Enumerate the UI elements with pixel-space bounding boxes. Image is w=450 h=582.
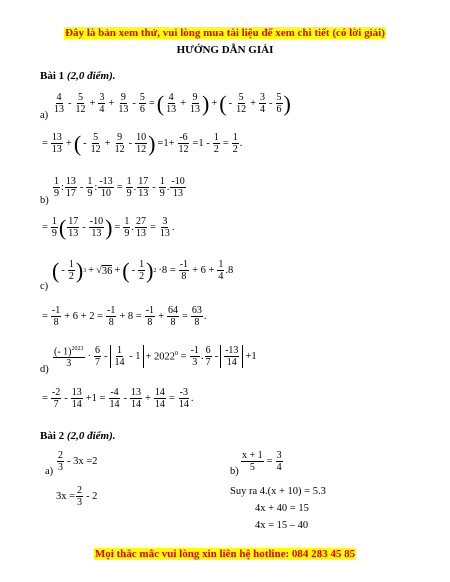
preview-banner <box>0 27 450 39</box>
eq-b-2: = $\frac{1}{9}$ ( $\frac{17}{13}$ - $\frac{-10}{13}$ ) = $\frac{1}{9}$ . $\frac{27}{13}$ = $\frac{3}{13}$ . <box>42 214 175 240</box>
eq-2b-1: $\frac{x + 1}{5}$ = $\frac{3}{4}$ <box>242 450 282 473</box>
label-b: b) <box>40 195 49 206</box>
eq-2b-step3: 4x = 15 – 40 <box>255 520 309 531</box>
eq-b-1: $\frac{1}{9}$ : $\frac{13}{17}$ - $\frac{1}{9}$ : $\frac{-13}{10}$ = $\frac{1}{9}$ . $\frac{17}{13}$ - $\frac{1}{9}$ . $\frac{-10}{13}$ <box>54 176 185 199</box>
bai2-heading: Bài 2 (2,0 điểm). <box>40 430 116 442</box>
hotline-banner <box>0 548 450 560</box>
label-2b: b) <box>230 466 239 477</box>
eq-c-1: ( - $\frac{1}{2}$ ) 3 + √ 36 + ( - $\frac{1}{2}$ ) 2 ·8 = $\frac{-1}{8}$ + 6 + $\frac{1}{4}$ .8 <box>52 257 234 283</box>
eq-2a-1: $\frac{2}{3}$ - 3x =2 <box>58 450 98 473</box>
eq-a-2: = $\frac{13}{13}$ + ( - $\frac{5}{12}$ + $\frac{9}{12}$ - $\frac{10}{12}$ ) =1+ $\frac{-6}{12}$ =1 - $\frac{1}{2}$ = $\frac{1}{2}$ . <box>42 130 243 156</box>
eq-a-1: $\frac{4}{13}$ - $\frac{5}{12}$ + $\frac{3}{4}$ + $\frac{9}{13}$ - $\frac{5}{6}$ = ( $\frac{4}{13}$ + $\frac{9}{13}$ ) + ( - $\frac{5}{12}$ + $\frac{3}{4}$ - $\frac{5}{6}$ ) <box>54 90 291 116</box>
eq-d-1: $\frac{(- 1)^{2023}}{3}$ · $\frac{6}{7}$ - $\frac{1}{14}$ - 1 + $2022^0$ = $\frac{-1}{3}$ . $\frac{6}{7}$ - $\frac{-13}{14}$ +1 <box>54 345 257 370</box>
eq-d-2: = $\frac{-2}{7}$ - $\frac{13}{14}$ +1 = $\frac{-4}{14}$ - $\frac{13}{14}$ + $\frac{14}{14}$ = $\frac{-3}{14}$ . <box>42 387 194 410</box>
eq-2a-2: 3x = $\frac{2}{3}$ - 2 <box>56 485 98 508</box>
label-d: d) <box>40 364 49 375</box>
bai1-heading: Bài 1 (2,0 điểm). <box>40 70 116 82</box>
eq-c-2: = $\frac{-1}{8}$ + 6 + 2 = $\frac{-1}{8}$ + 8 = $\frac{-1}{8}$ + $\frac{64}{8}$ = $\frac{63}{8}$ . <box>42 305 207 328</box>
page-title: HƯỚNG DẪN GIẢI <box>176 44 274 56</box>
label-c: c) <box>40 281 49 292</box>
label-2a: a) <box>45 466 54 477</box>
eq-2b-step2: 4x + 40 = 15 <box>255 503 309 514</box>
hotline-banner-text: Mọi thắc mắc vui lòng xin liên hệ hotline: 084 283 45 85 <box>94 548 356 560</box>
label-a: a) <box>40 110 49 121</box>
eq-2b-step1: Suy ra 4.(x + 10) = 5.3 <box>230 486 326 497</box>
preview-banner-text: Đây là bản xem thử, vui lòng mua tài liệu để xem chi tiết (có lời giải) <box>65 27 385 39</box>
